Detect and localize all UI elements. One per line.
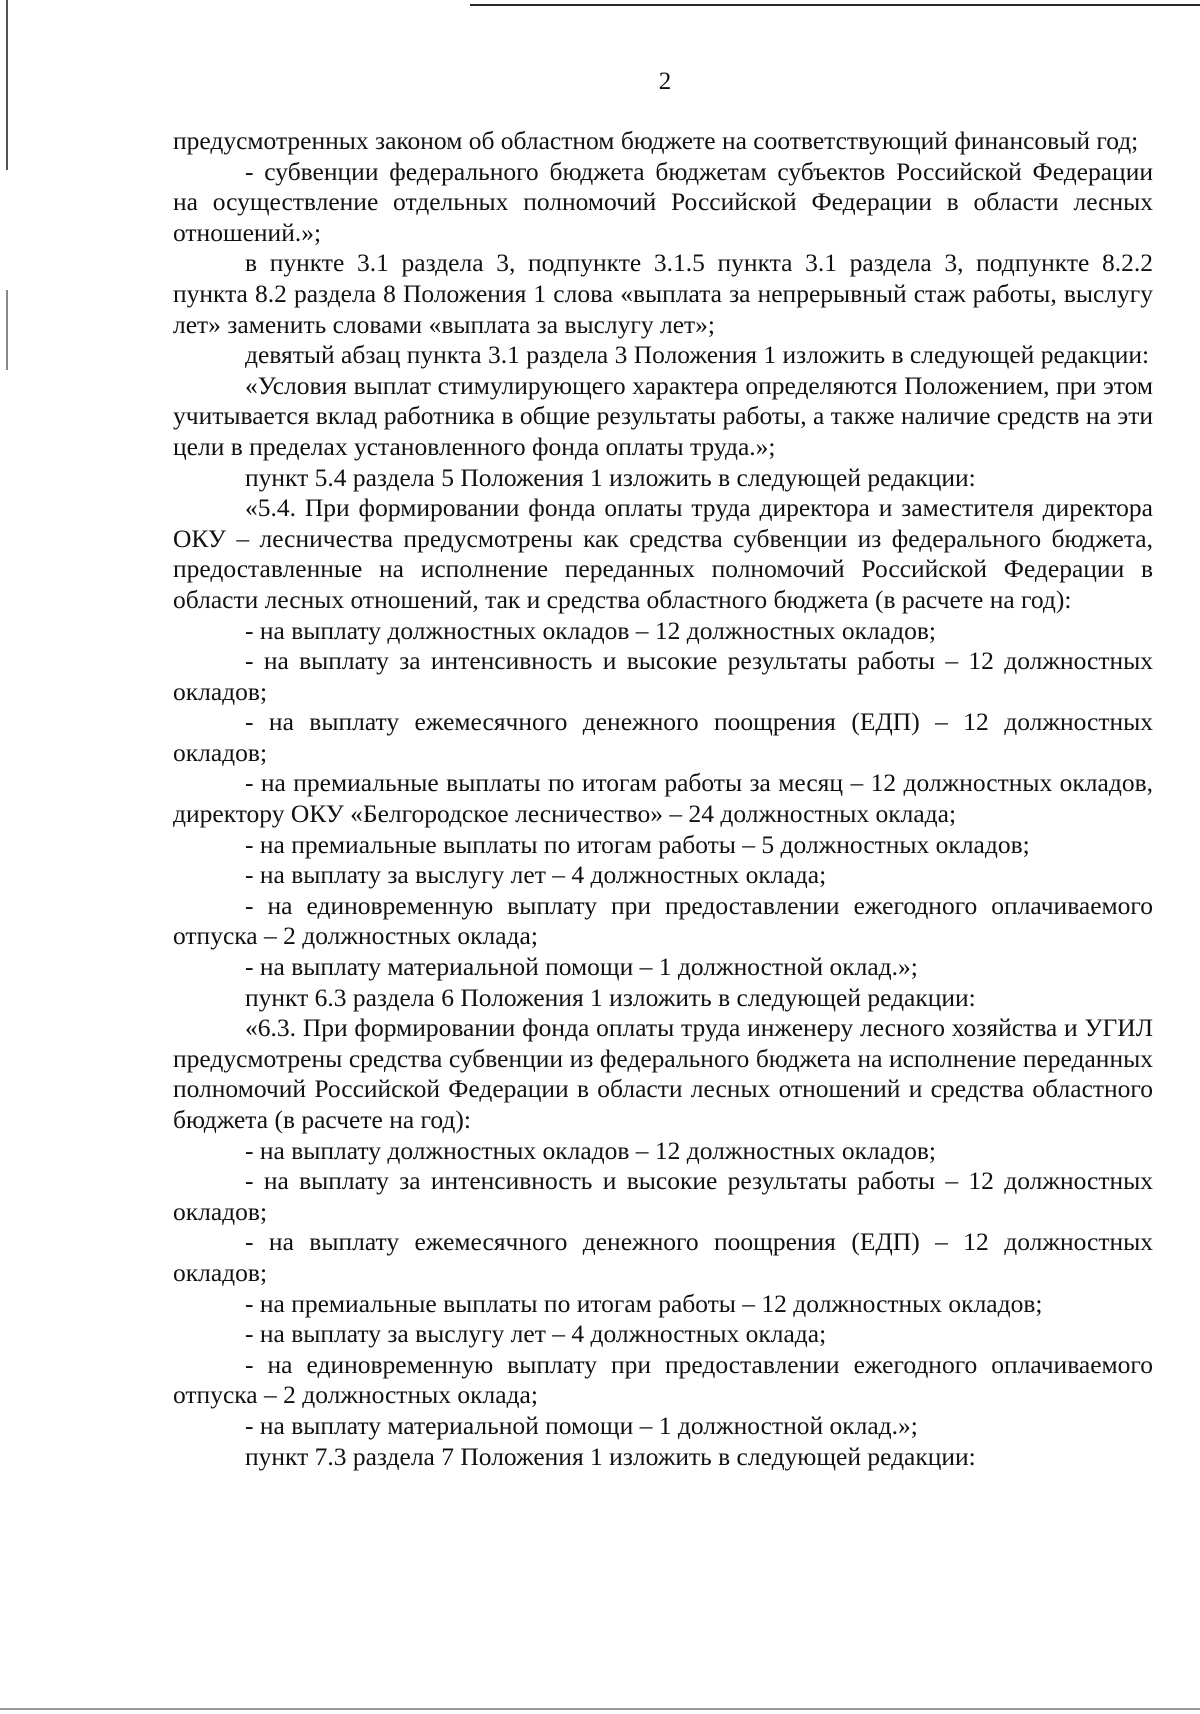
paragraph: - на выплату ежемесячного денежного поощрения (ЕДП) – 12 должностных окладов; [173,1227,1153,1287]
paragraph: в пункте 3.1 раздела 3, подпункте 3.1.5 пункта 3.1 раздела 3, подпункте 8.2.2 пункта 8.2 раздела 8 Положения 1 слова «выплата за непрерывный стаж работы, выслугу лет» заменить словами «выплата за выслугу лет»; [173,248,1153,339]
paragraph: - на премиальные выплаты по итогам работы за месяц – 12 должностных окладов, директору ОКУ «Белгородское лесничество» – 24 должностных оклада; [173,768,1153,829]
scan-edge-bottom [0,1708,1200,1710]
paragraph: - на выплату за выслугу лет – 4 должностных оклада; [245,860,827,890]
paragraph: - на премиальные выплаты по итогам работы – 12 должностных окладов; [245,1288,1043,1318]
paragraph: - на выплату должностных окладов – 12 должностных окладов; [245,615,936,645]
paragraph: - на выплату материальной помощи – 1 должностной оклад.»; [245,952,918,982]
document-body [173,126,1153,1472]
paragraph: - на единовременную выплату при предоставлении ежегодного оплачиваемого отпуска – 2 должностных оклада; [173,890,1153,951]
paragraph: «5.4. При формировании фонда оплаты труда директора и заместителя директора ОКУ – лесничества предусмотрены как средства субвенции из федерального бюджета, предоставленные на исполнение переданных полномочий Российской Федерации в области лесных отношений, так и средства областного бюджета (в расчете на год): [173,493,1153,614]
paragraph: «Условия выплат стимулирующего характера определяются Положением, при этом учитывается вклад работника в общие результаты работы, а также наличие средств на эти цели в пределах установленного фонда оплаты труда.»; [173,370,1153,461]
paragraph: пункт 6.3 раздела 6 Положения 1 изложить в следующей редакции: [245,982,976,1012]
paragraph: - на выплату за интенсивность и высокие результаты работы – 12 должностных окладов; [173,1166,1153,1226]
paragraph: пункт 7.3 раздела 7 Положения 1 изложить в следующей редакции: [245,1441,976,1471]
paragraph: - на единовременную выплату при предоставлении ежегодного оплачиваемого отпуска – 2 должностных оклада; [173,1349,1153,1410]
paragraph: - на выплату должностных окладов – 12 должностных окладов; [245,1135,936,1165]
paragraph: «6.3. При формировании фонда оплаты труда инженеру лесного хозяйства и УГИЛ предусмотрены средства субвенции из федерального бюджета на исполнение переданных полномочий Российской Федерации в области лесных отношений и средства областного бюджета (в расчете на год): [173,1013,1153,1134]
paragraph: пункт 5.4 раздела 5 Положения 1 изложить в следующей редакции: [245,462,976,492]
paragraph: предусмотренных законом об областном бюджете на соответствующий финансовый год; [173,126,1139,155]
page-number: 2 [658,68,672,95]
paragraph: - субвенции федерального бюджета бюджетам субъектов Российской Федерации на осуществление отдельных полномочий Российской Федерации в области лесных отношений.»; [173,156,1153,247]
paragraph: - на выплату за интенсивность и высокие результаты работы – 12 должностных окладов; [173,646,1153,706]
scan-edge-left-mark [6,290,8,370]
paragraph: девятый абзац пункта 3.1 раздела 3 Положения 1 изложить в следующей редакции: [245,340,1150,370]
paragraph: - на выплату за выслугу лет – 4 должностных оклада; [245,1319,827,1349]
scan-edge-top [470,4,1200,6]
paragraph: - на выплату ежемесячного денежного поощрения (ЕДП) – 12 должностных окладов; [173,707,1153,767]
paragraph: - на премиальные выплаты по итогам работы – 5 должностных окладов; [245,829,1030,859]
paragraph: - на выплату материальной помощи – 1 должностной оклад.»; [245,1410,918,1440]
